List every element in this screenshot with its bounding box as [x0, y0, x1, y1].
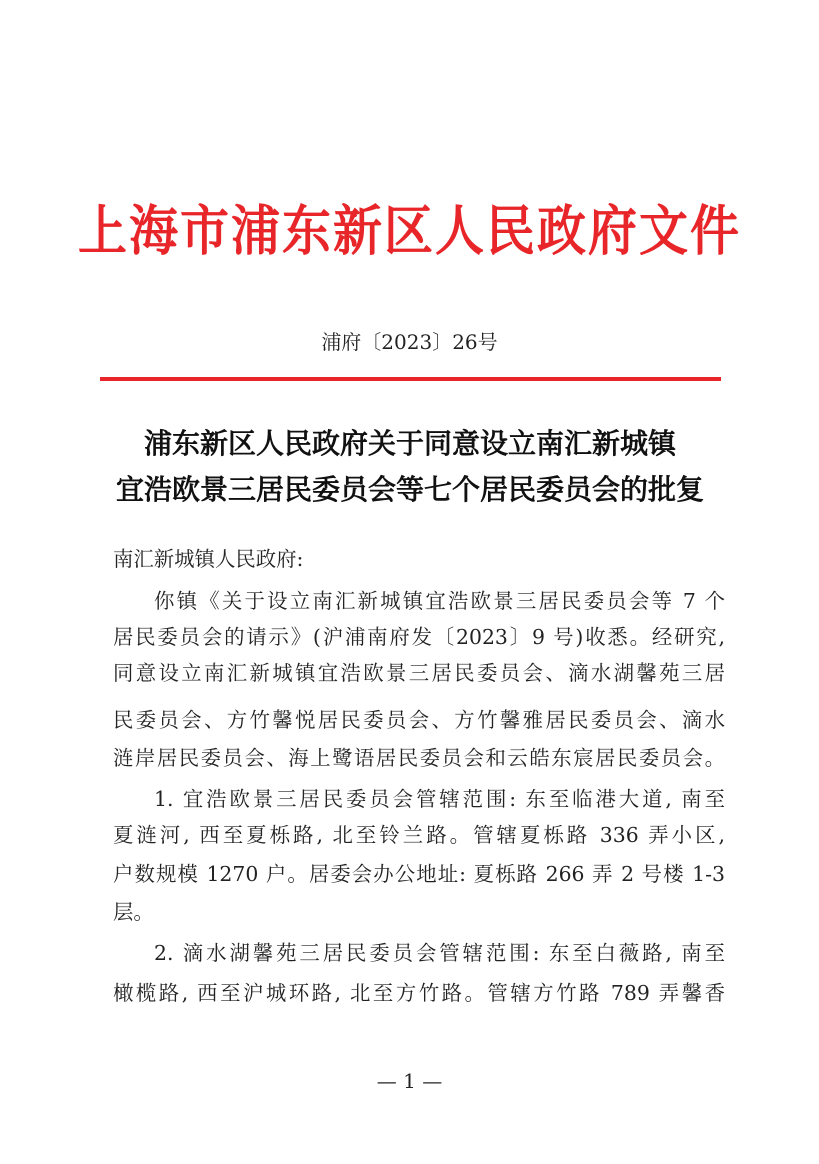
agency-banner: 上海市浦东新区人民政府文件: [77, 199, 741, 263]
body-line: 涟岸居民委员会、海上鹭语居民委员会和云皓东宸居民委员会。: [113, 746, 725, 770]
body-line: 同意设立南汇新城镇宜浩欧景三居民委员会、滴水湖馨苑三居: [113, 661, 725, 685]
body-line: 民委员会、方竹馨悦居民委员会、方竹馨雅居民委员会、滴水: [113, 708, 725, 732]
document-title-line-1: 浦东新区人民政府关于同意设立南汇新城镇: [143, 427, 676, 460]
body-line: 1. 宜浩欧景三居民委员会管辖范围: 东至临港大道, 南至: [154, 787, 725, 811]
body-line: 夏涟河, 西至夏栎路, 北至铃兰路。管辖夏栎路 336 弄小区,: [113, 823, 725, 847]
red-divider-line: [100, 377, 721, 381]
body-line: 居民委员会的请示》(沪浦南府发〔2023〕9 号)收悉。经研究,: [113, 625, 725, 649]
body-line: 层。: [113, 900, 154, 924]
body-line: 橄榄路, 西至沪城环路, 北至方竹路。管辖方竹路 789 弄馨香: [113, 981, 725, 1005]
document-title-line-2: 宜浩欧景三居民委员会等七个居民委员会的批复: [115, 473, 704, 506]
body-line: 2. 滴水湖馨苑三居民委员会管辖范围: 东至白薇路, 南至: [154, 941, 725, 965]
body-line: 你镇《关于设立南汇新城镇宜浩欧景三居民委员会等 7 个: [154, 589, 725, 613]
addressee: 南汇新城镇人民政府:: [113, 547, 304, 571]
page-number: — 1 —: [376, 1069, 443, 1093]
body-line: 户数规模 1270 户。居委会办公地址: 夏栎路 266 弄 2 号楼 1-3: [113, 862, 725, 886]
document-number: 浦府〔2023〕26号: [321, 330, 498, 354]
